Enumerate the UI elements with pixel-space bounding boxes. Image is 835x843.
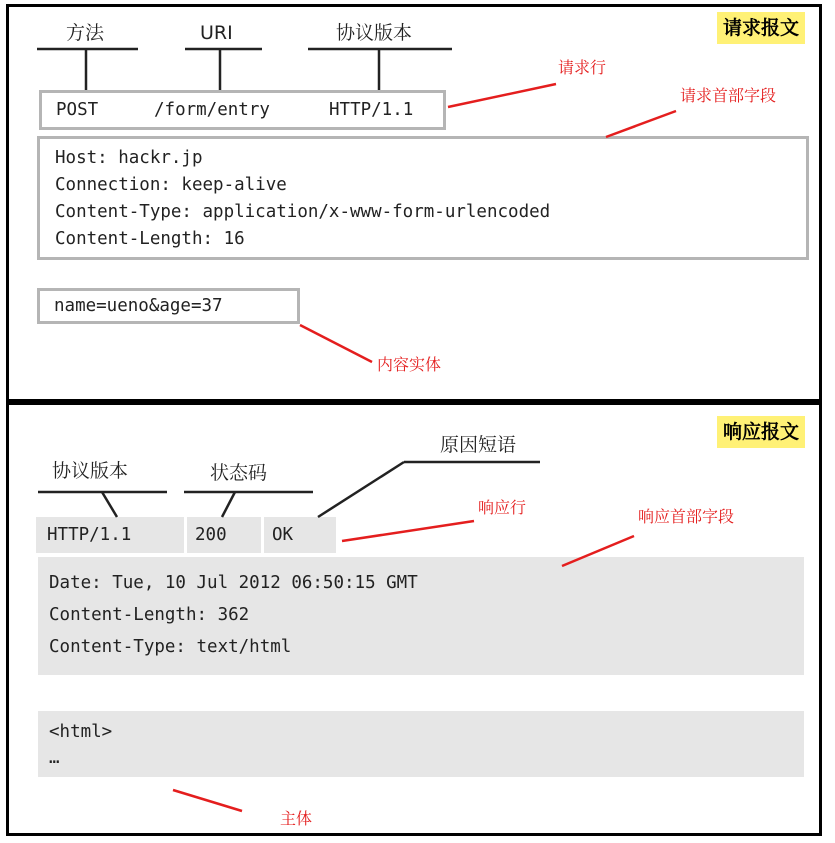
status-code-connector	[222, 492, 235, 517]
request-body-annotation: 内容实体	[377, 355, 442, 374]
response-version-connector	[102, 492, 117, 517]
response-message-tag: 响应报文	[717, 416, 805, 448]
response-header-line: Content-Length: 362	[49, 605, 250, 625]
request-header-line: Content-Type: application/x-www-form-urlencoded	[55, 202, 551, 222]
response-headers-pointer	[562, 536, 634, 566]
request-method: POST	[56, 100, 99, 120]
response-version: HTTP/1.1	[47, 525, 132, 545]
request-line-pointer	[448, 84, 556, 107]
request-headers-annotation: 请求首部字段	[680, 86, 777, 105]
request-version-label: 协议版本	[336, 22, 413, 44]
request-header-line: Host: hackr.jp	[55, 148, 203, 168]
reason-phrase: OK	[272, 525, 294, 545]
request-uri: /form/entry	[154, 100, 270, 120]
request-version: HTTP/1.1	[329, 100, 414, 120]
response-version-label: 协议版本	[52, 460, 129, 482]
reason-phrase-label: 原因短语	[440, 434, 517, 456]
uri-label: URI	[200, 22, 233, 44]
request-line-annotation: 请求行	[558, 58, 607, 77]
response-body-line: …	[49, 748, 60, 768]
response-header-line: Content-Type: text/html	[49, 637, 292, 657]
response-body-annotation: 主体	[280, 809, 313, 828]
request-header-line: Content-Length: 16	[55, 229, 245, 249]
request-header-line: Connection: keep-alive	[55, 175, 287, 195]
status-line-pointer	[342, 521, 474, 541]
status-code-label: 状态码	[210, 462, 268, 484]
request-body: name=ueno&age=37	[54, 296, 223, 316]
status-line-annotation: 响应行	[478, 498, 527, 517]
method-label: 方法	[66, 22, 105, 44]
request-message-tag: 请求报文	[717, 12, 805, 44]
status-code: 200	[195, 525, 227, 545]
response-header-line: Date: Tue, 10 Jul 2012 06:50:15 GMT	[49, 573, 418, 593]
request-headers-pointer	[606, 111, 676, 137]
reason-phrase-connector	[318, 462, 404, 517]
response-headers-annotation: 响应首部字段	[638, 507, 735, 526]
response-body-pointer	[173, 790, 242, 811]
response-body-line: <html>	[49, 722, 113, 742]
request-body-pointer	[300, 325, 372, 362]
